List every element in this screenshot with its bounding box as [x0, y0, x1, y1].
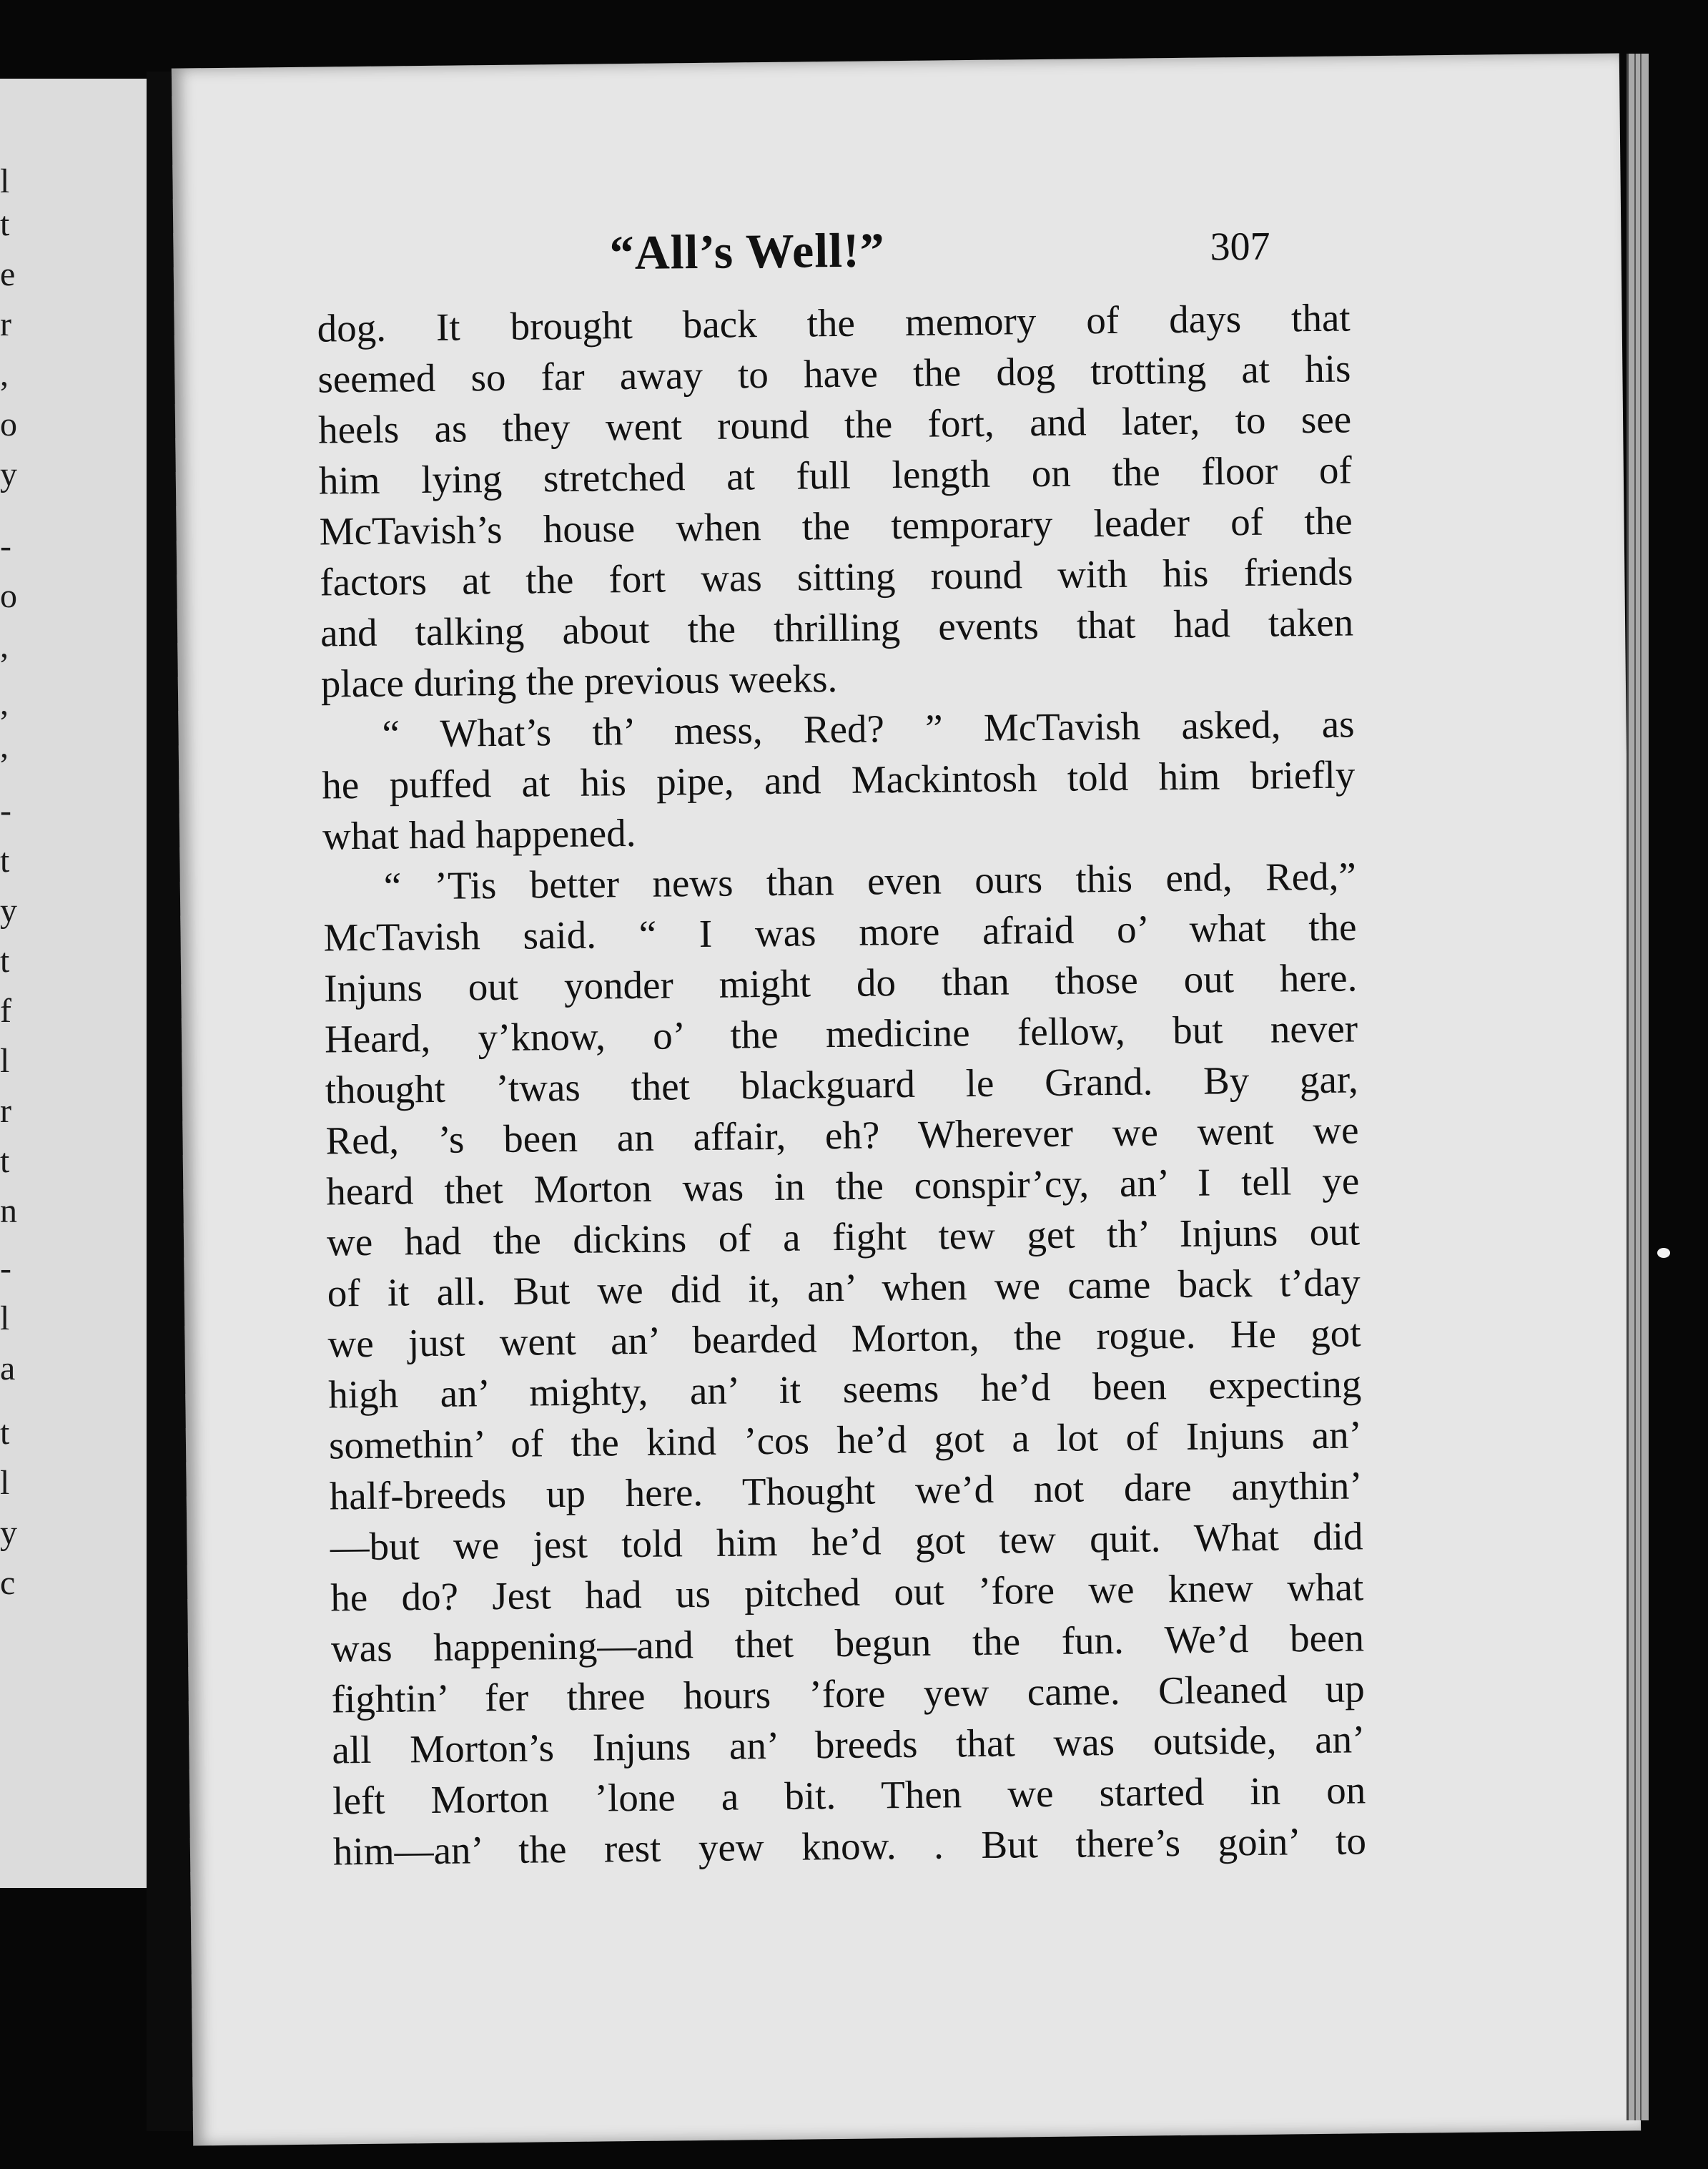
text-line: he puffed at his pipe, and Mackintosh told him briefly [322, 752, 1356, 807]
body-text [317, 292, 1366, 1877]
page-edge-line [1634, 54, 1636, 2120]
text-line: what had happened. [322, 810, 636, 858]
adjacent-page-char: , [0, 355, 9, 393]
text-line: half-breeds up here. Thought we’d not dare anythin’ [329, 1463, 1363, 1518]
text-line: Injuns out yonder might do than those out here. [324, 955, 1358, 1010]
adjacent-page-char: o [0, 577, 17, 615]
text-line: was happening—and thet begun the fun. We’d been [330, 1615, 1365, 1671]
adjacent-page-char: y [0, 892, 17, 930]
adjacent-page-char: a [0, 1349, 16, 1387]
adjacent-page-char: c [0, 1564, 16, 1602]
adjacent-page-char: y [0, 1514, 17, 1552]
text-line: all Morton’s Injuns an’ breeds that was outside, an’ [332, 1717, 1366, 1772]
text-line: McTavish’s house when the temporary leader of the [319, 498, 1353, 554]
adjacent-page-char: , [0, 727, 9, 765]
adjacent-page-char: l [0, 162, 10, 200]
text-line: high an’ mighty, an’ it seems he’d been expecting [327, 1362, 1362, 1417]
adjacent-page-char: n [0, 1192, 17, 1230]
text-line: him—an’ the rest yew know. . But there’s goin’ to [332, 1819, 1367, 1874]
text-line: dog. It brought back the memory of days that [317, 295, 1351, 350]
text-line: seemed so far away to have the dog trotting at his [317, 346, 1351, 401]
text-line: we just went an’ bearded Morton, the rogue. He got [327, 1311, 1361, 1366]
text-line: him lying stretched at full length on the floor of [318, 448, 1353, 503]
text-line: we had the dickins of a fight tew get th’ Injuns out [326, 1209, 1361, 1264]
adjacent-page-char: r [0, 305, 11, 343]
running-title: “All’s Well!” [609, 222, 886, 280]
book-page [172, 53, 1641, 2145]
running-head [173, 214, 1621, 308]
adjacent-page-char: l [0, 1464, 10, 1502]
adjacent-page-char: , [0, 627, 9, 665]
adjacent-page-char: o [0, 405, 17, 443]
text-line: and talking about the thrilling events that had taken [320, 600, 1354, 655]
text-line: thought ’twas thet blackguard le Grand. By gar, [325, 1057, 1359, 1112]
adjacent-page-char: l [0, 1299, 10, 1337]
adjacent-page-char: l [0, 1042, 10, 1080]
page-number: 307 [1210, 224, 1270, 270]
scan-speck [1657, 1248, 1670, 1258]
text-line: somethin’ of the kind ’cos he’d got a lot of Injuns an’ [328, 1412, 1363, 1467]
adjacent-page-char: t [0, 1142, 10, 1180]
adjacent-page-char: t [0, 1414, 10, 1452]
adjacent-page-char: - [0, 792, 11, 830]
adjacent-page-edge [0, 79, 147, 1888]
text-line: Heard, y’know, o’ the medicine fellow, but never [324, 1006, 1358, 1061]
text-line: “ ’Tis better news than even ours this end, Red,” [383, 854, 1357, 908]
page-edge-line [1640, 54, 1642, 2120]
text-line: McTavish said. “ I was more afraid o’ what the [323, 905, 1357, 960]
text-line: Red, ’s been an affair, eh? Wherever we went we [325, 1108, 1359, 1163]
text-line: factors at the fort was sitting round with his friends [320, 549, 1353, 604]
adjacent-page-char: e [0, 255, 16, 293]
page-stack-edge [1626, 54, 1649, 2120]
adjacent-page-char: t [0, 205, 10, 243]
adjacent-page-char: y [0, 456, 17, 493]
adjacent-page-char: r [0, 1092, 11, 1130]
adjacent-page-char: - [0, 1249, 11, 1287]
adjacent-page-char: , [0, 684, 9, 722]
text-line: heels as they went round the fort, and later, to see [317, 397, 1352, 452]
text-line: “ What’s th’ mess, Red? ” McTavish asked, as [382, 702, 1355, 756]
text-line: left Morton ’lone a bit. Then we started in on [332, 1768, 1366, 1823]
text-line: fightin’ fer three hours ’fore yew came. Cleaned up [331, 1666, 1365, 1721]
text-line: of it all. But we did it, an’ when we came back t’day [327, 1260, 1361, 1315]
adjacent-page-char: t [0, 842, 10, 880]
adjacent-page-char: f [0, 992, 11, 1030]
text-line: heard thet Morton was in the conspir’cy, an’ I tell ye [325, 1159, 1360, 1214]
text-line: place during the previous weeks. [320, 656, 838, 706]
text-line: —but we jest told him he’d got tew quit. What did [330, 1514, 1363, 1569]
text-line: he do? Jest had us pitched out ’fore we knew what [330, 1565, 1364, 1620]
adjacent-page-char: t [0, 942, 10, 980]
adjacent-page-char: - [0, 527, 11, 565]
